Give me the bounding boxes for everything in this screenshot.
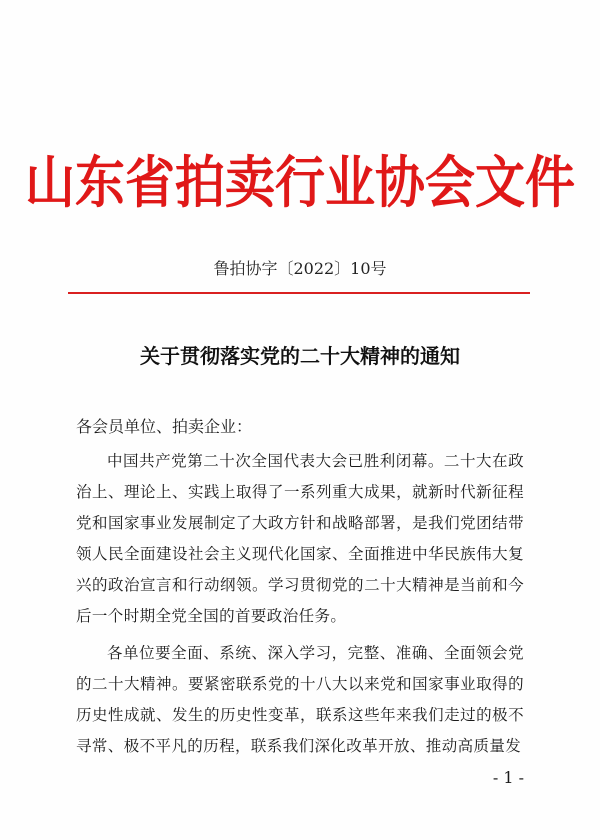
red-divider-line <box>68 292 530 294</box>
document-body <box>76 446 524 768</box>
page-number: - 1 - <box>492 768 524 787</box>
document-number: 鲁拍协字〔2022〕10号 <box>213 259 387 278</box>
body-paragraph: 中国共产党第二十次全国代表大会已胜利闭幕。二十大在政治上、理论上、实践上取得了一系列重大成果，就新时代新征程党和国家事业发展制定了大政方针和战略部署，是我们党团结带领人民全面建设社会主义现代化国家、全面推进中华民族伟大复兴的政治宣言和行动纲领。学习贯彻党的二十大精神是当前和今后一个时期全党全国的首要政治任务。 <box>76 452 524 625</box>
org-header-title: 山东省拍卖行业协会文件 <box>25 150 575 216</box>
salutation: 各会员单位、拍卖企业： <box>76 417 253 436</box>
body-paragraph: 各单位要全面、系统、深入学习，完整、准确、全面领会党的二十大精神。要紧密联系党的十八大以来党和国家事业取得的历史性成就、发生的历史性变革，联系这些年来我们走过的极不寻常、极不平凡的历程，联系我们深化改革开放、推动高质量发 <box>76 644 524 755</box>
document-title: 关于贯彻落实党的二十大精神的通知 <box>140 344 460 368</box>
